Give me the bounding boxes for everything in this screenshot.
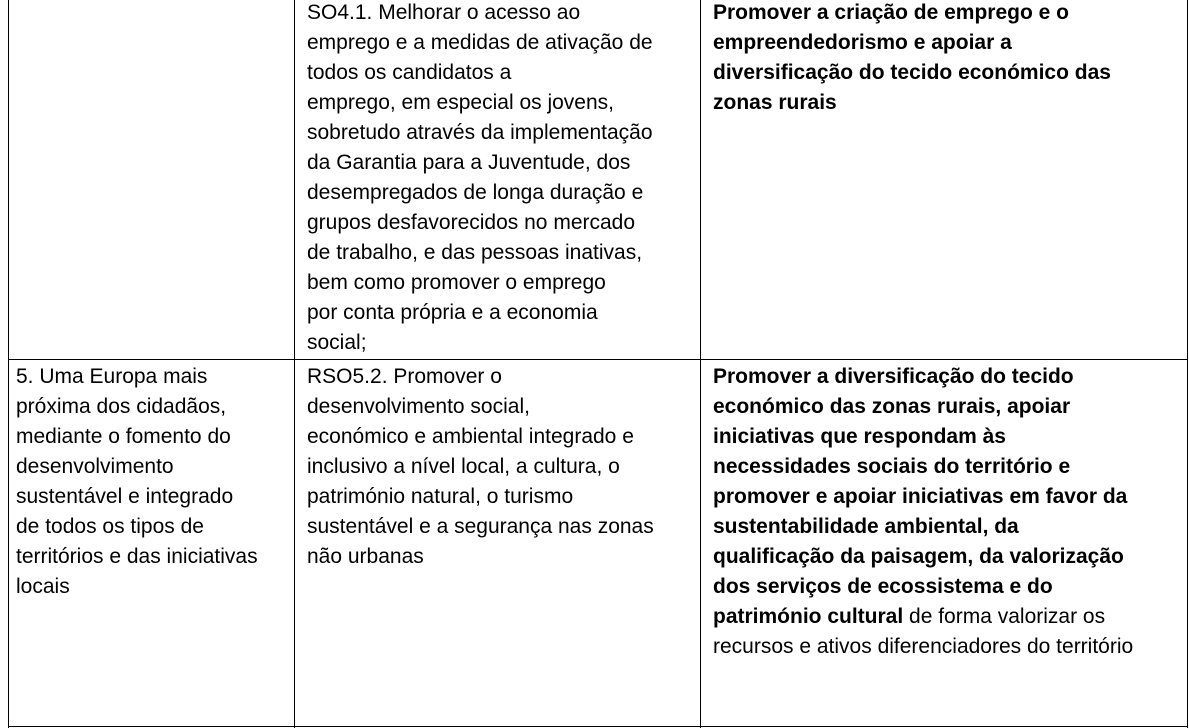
text-line: Promover a criação de emprego e o: [713, 1, 1069, 24]
text-line: grupos desfavorecidos no mercado: [307, 211, 636, 234]
text-line: 5. Uma Europa mais: [16, 365, 208, 388]
row1-col2-cell: [307, 0, 697, 358]
text-line: sustentabilidade ambiental, da: [713, 515, 1019, 538]
bold-text-fragment: património cultural: [713, 605, 904, 628]
text-line: desenvolvimento social,: [307, 395, 530, 418]
row1-col3-cell: [713, 0, 1183, 118]
row2-col2-cell: [307, 362, 697, 572]
row2-col1-cell: [16, 362, 291, 602]
text-line: dos serviços de ecossistema e do: [713, 575, 1053, 598]
row-divider: [8, 359, 1188, 360]
text-line: sustentável e integrado: [16, 485, 234, 508]
text-line: recursos e ativos diferenciadores do território: [713, 635, 1134, 658]
text-line: por conta própria e a economia: [307, 301, 598, 324]
text-line: da Garantia para a Juventude, dos: [307, 151, 631, 174]
text-line: mediante o fomento do: [16, 425, 231, 448]
text-line: zonas rurais: [713, 91, 837, 114]
text-line: todos os candidatos a: [307, 61, 512, 84]
text-line: bem como promover o emprego: [307, 271, 606, 294]
text-line: social;: [307, 331, 367, 354]
text-line: de todos os tipos de: [16, 515, 204, 538]
text-line: desenvolvimento: [16, 455, 174, 478]
text-line: promover e apoiar iniciativas em favor da: [713, 485, 1128, 508]
text-line: económico das zonas rurais, apoiar: [713, 395, 1071, 418]
text-line: desempregados de longa duração e: [307, 181, 644, 204]
text-line: diversificação do tecido económico das: [713, 61, 1111, 84]
text-line: locais: [16, 575, 70, 598]
table-border-left: [8, 0, 9, 728]
text-line: qualificação da paisagem, da valorização: [713, 545, 1124, 568]
table-border-right: [1187, 0, 1188, 728]
text-line: RSO5.2. Promover o: [307, 365, 502, 388]
text-line: emprego e a medidas de ativação de: [307, 31, 653, 54]
text-line: SO4.1. Melhorar o acesso ao: [307, 1, 581, 24]
text-line: necessidades sociais do território e: [713, 455, 1071, 478]
text-line: sobretudo através da implementação: [307, 121, 653, 144]
text-line: iniciativas que respondam às: [713, 425, 1006, 448]
text-line: não urbanas: [307, 545, 424, 568]
column-divider-2: [700, 0, 701, 728]
text-line: sustentável e a segurança nas zonas: [307, 515, 654, 538]
column-divider-1: [294, 0, 295, 728]
text-line: emprego, em especial os jovens,: [307, 91, 614, 114]
text-line: de trabalho, e das pessoas inativas,: [307, 241, 643, 264]
regular-text-fragment: de forma valorizar os: [903, 605, 1106, 628]
text-line: económico e ambiental integrado e: [307, 425, 634, 448]
text-line: Promover a diversificação do tecido: [713, 365, 1074, 388]
text-line: património natural, o turismo: [307, 485, 574, 508]
text-line-mixed: [713, 602, 1185, 632]
text-line: territórios e das iniciativas: [16, 545, 258, 568]
text-line: inclusivo a nível local, a cultura, o: [307, 455, 620, 478]
row2-col3-cell: [713, 362, 1185, 662]
text-line: próxima dos cidadãos,: [16, 395, 227, 418]
table-border-bottom: [8, 726, 1188, 727]
text-line: empreendedorismo e apoiar a: [713, 31, 1012, 54]
